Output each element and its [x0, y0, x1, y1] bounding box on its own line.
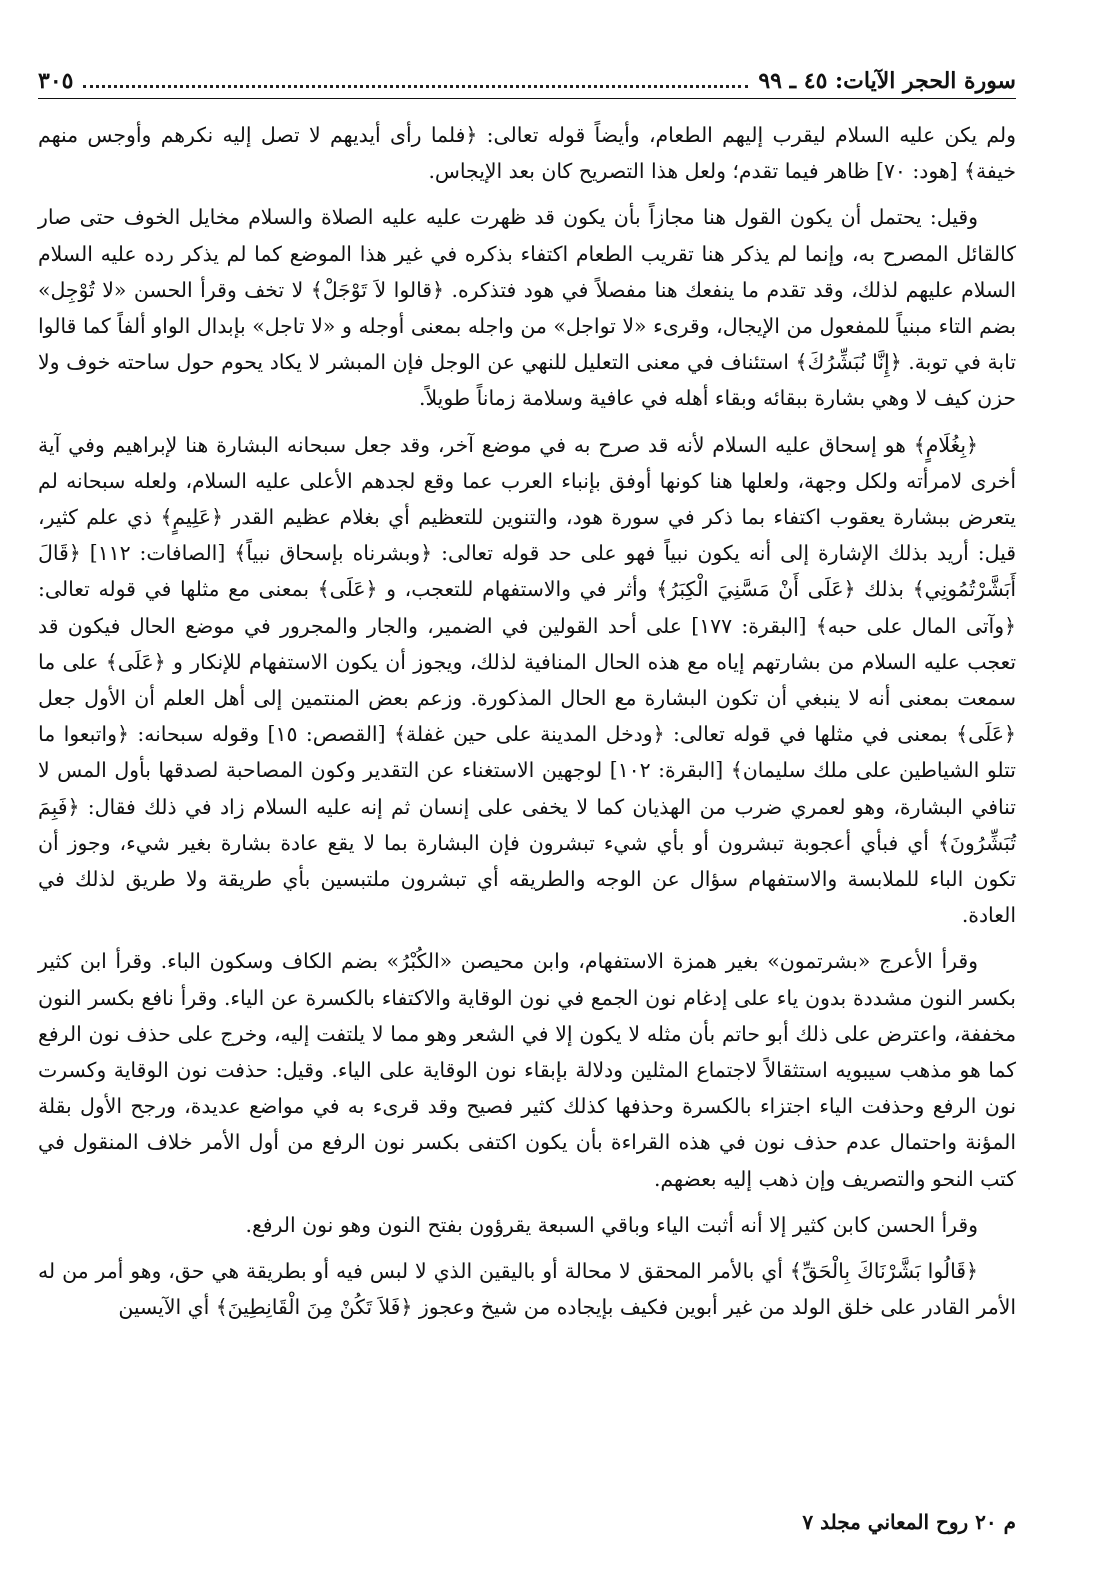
- paragraph-5: وقرأ الحسن كابن كثير إلا أنه أثبت الياء وباقي السبعة يقرؤون بفتح النون وهو نون الرفع.: [245, 1212, 978, 1237]
- paragraph-4: وقرأ الأعرج «بشرتمون» بغير همزة الاستفهام، وابن محيصن «الكُبْرُ» بضم الكاف وسكون الباء. وقرأ ابن كثير بكسر النون مشددة بدون ياء على إدغام نون الجمع في نون الوقاية والاكتفاء بالكسرة عن الياء. وقرأ نافع بكسر النون مخففة، واعترض على ذلك أبو حاتم بأن مثله لا يكون إلا في الشعر وهو مما لا يلتفت إليه، وخرج على حذف نون الرفع كما هو مذهب سيبويه استثقالاً لاجتماع المثلين ودلالة بإبقاء نون الوقاية على الياء. وقيل: حذفت نون الوقاية وكسرت نون الرفع وحذفت الياء اجتزاء بالكسرة وحذفها كذلك كثير فصيح وقد قرىء به في مواضع عديدة، ورجح الأول بقلة المؤنة واحتمال عدم حذف نون في هذه القراءة بأن يكون اكتفى بكسر نون الرفع من أول الأمر خلاف المنقول في كتب النحو والتصريف وإن ذهب إليه بعضهم.: [38, 949, 1016, 1191]
- paragraph-1: ولم يكن عليه السلام ليقرب إليهم الطعام، وأيضاً قوله تعالى: ﴿فلما رأى أيديهم لا تصل إليه نكرهم وأوجس منهم خيفة﴾ [هود: ٧٠] ظاهر فيما تقدم؛ ولعل هذا التصريح كان بعد الإيجاس.: [38, 123, 1016, 184]
- paragraph-6: ﴿قَالُوا بَشَّرْنَاكَ بِالْحَقِّ﴾ أي بالأمر المحقق لا محالة أو باليقين الذي لا لبس فيه أو بطريقة هي حق، وهو أمر من له الأمر القادر على خلق الولد من غير أبوين فكيف بإيجاده من شيخ وعجوز ﴿فَلاَ تَكُنْ مِنَ الْقَانِطِينَ﴾ أي الآيسين: [38, 1259, 1016, 1320]
- page: [38, 52, 1016, 1542]
- volume-signature: م ٢٠ روح المعاني مجلد ٧: [802, 1510, 1016, 1534]
- paragraph-3: ﴿بِغُلَامٍ﴾ هو إسحاق عليه السلام لأنه قد صرح به في موضع آخر، وقد جعل سبحانه البشارة هنا لإبراهيم وفي آية أخرى لامرأته ولكل وجهة، ولعلها هنا كونها أوفق بإنباء العرب عما وقع لجدهم الأعلى عليه السلام، ولعله سبحانه لم يتعرض ببشارة يعقوب اكتفاء بما ذكر في سورة هود، والتنوين للتعظيم أي بغلام عظيم القدر ﴿عَلِيمٍ﴾ ذي علم كثير، قيل: أريد بذلك الإشارة إلى أنه يكون نبياً فهو على حد قوله تعالى: ﴿وبشرناه بإسحاق نبياً﴾ [الصافات: ١١٢] ﴿قَالَ أَبَشَّرْتُمُونِي﴾ بذلك ﴿عَلَى أَنْ مَسَّنِيَ الْكِبَرُ﴾ وأثر في والاستفهام للتعجب، و ﴿عَلَى﴾ بمعنى مع مثلها في قوله تعالى: ﴿وآتى المال على حبه﴾ [البقرة: ١٧٧] على أحد القولين في الضمير، والجار والمجرور في موضع الحال فيكون قد تعجب عليه السلام من بشارتهم إياه مع هذه الحال المنافية لذلك، ويجوز أن يكون الاستفهام للإنكار و ﴿عَلَى﴾ على ما سمعت بمعنى أنه لا ينبغي أن تكون البشارة مع الحال المذكورة. وزعم بعض المنتمين إلى أهل العلم أن الأول جعل ﴿عَلَى﴾ بمعنى في مثلها في قوله تعالى: ﴿ودخل المدينة على حين غفلة﴾ [القصص: ١٥] وقوله سبحانه: ﴿واتبعوا ما تتلو الشياطين على ملك سليمان﴾ [البقرة: ١٠٢] لوجهين الاستغناء عن التقدير وكون المصاحبة لصدقها بأول المس لا تنافي البشارة، وهو لعمري ضرب من الهذيان كما لا يخفى على إنسان ثم إنه عليه السلام زاد في ذلك فقال: ﴿فَبِمَ تُبَشِّرُونَ﴾ أي فبأي أعجوبة تبشرون أو بأي شيء تبشرون فإن البشارة بما لا يقع عادة بشارة بغير شيء، وجوز أن تكون الباء للملابسة والاستفهام سؤال عن الوجه والطريقه أي تبشرون ملتبسين بأي طريقة ولا طريق لذلك في العادة.: [38, 432, 1016, 928]
- dotted-leader: [83, 85, 748, 88]
- paragraph-2: وقيل: يحتمل أن يكون القول هنا مجازاً بأن يكون قد ظهرت عليه عليه الصلاة والسلام مخايل الخوف حتى صار كالقائل المصرح به، وإنما لم يذكر هنا تقريب الطعام اكتفاء بذكره في غير هذا الموضع كما لم يذكر رده عليه السلام السلام عليهم لذلك، وقد تقدم ما ينفعك هنا مفصلاً في هود فتذكره. ﴿قالوا لاَ تَوْجَلْ﴾ لا تخف وقرأ الحسن «لا تُوْجِل» بضم التاء مبنياً للمفعول من الإيجال، وقرىء «لا تواجل» من واجله بمعنى أوجله و «لا تاجل» بإبدال الواو ألفاً كما قالوا تابة في توبة. ﴿إِنَّا نُبَشِّرُكَ﴾ استئناف في معنى التعليل للنهي عن الوجل فإن المبشر لا يكاد يحوم حول ساحته خوف ولا حزن كيف لا وهي بشارة ببقائه وبقاء أهله في عافية وسلامة زماناً طويلاً.: [38, 205, 1016, 411]
- body-text: [38, 117, 1016, 1326]
- running-header: [38, 52, 1016, 94]
- header-rule: [38, 98, 1016, 99]
- surah-title: سورة الحجر الآيات: ٤٥ ـ ٩٩: [758, 68, 1016, 94]
- page-number: ٣٠٥: [38, 68, 74, 94]
